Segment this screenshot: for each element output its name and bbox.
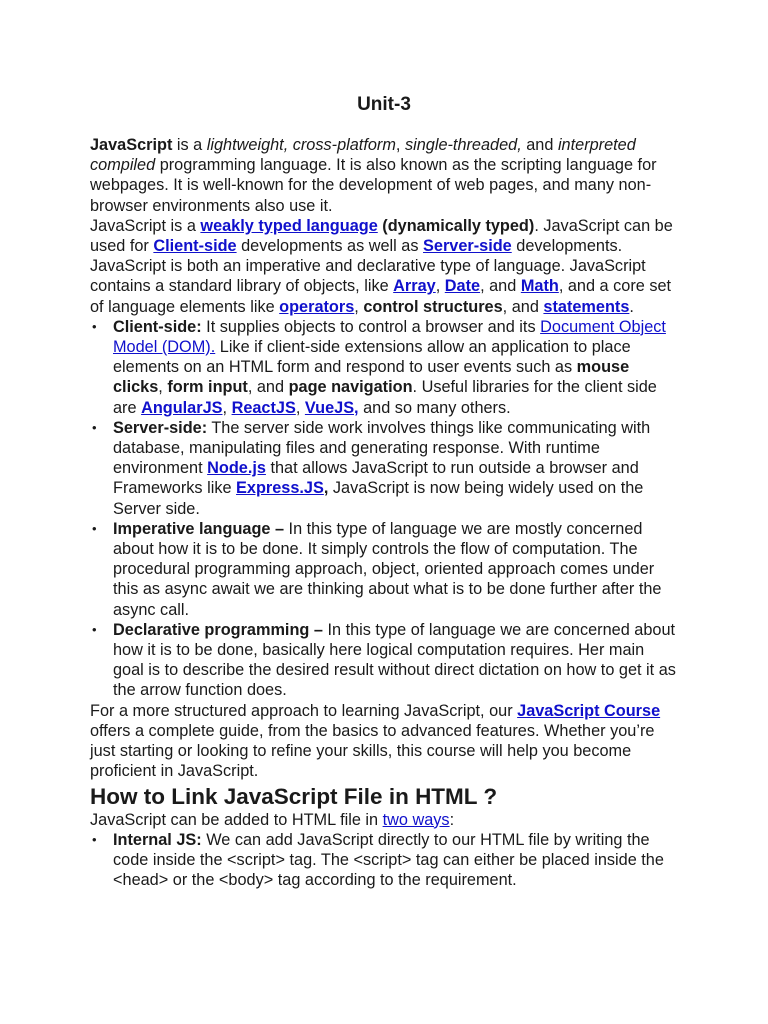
list-item-text: , [158,378,168,397]
paragraph-text: , [435,277,445,296]
mouse-clicks-bold: mouse clicks [113,358,630,397]
list-item-text: that allows JavaScript to run outside a browser and Frameworks like [113,459,639,498]
server-side-link[interactable]: Server-side [423,237,512,256]
paragraph-text: . JavaScript can be used for [90,216,673,256]
dom-link[interactable]: Document Object Model (DOM). [113,317,666,357]
paragraph-text: developments. JavaScript is both an imperative and declarative type of language. JavaScript contains a standard library of objects, like [90,237,646,296]
js-types-list [90,317,678,701]
intro-italic-interpreted: interpreted compiled [90,136,636,175]
client-side-link[interactable]: Client-side [153,237,237,256]
list-item-text: , [222,398,232,417]
date-link[interactable]: Date [444,277,481,296]
intro-text: , [395,136,405,154]
intro-text: and [521,136,558,154]
paragraph-text: JavaScript can be added to HTML file in [90,810,383,829]
list-item-imperative [113,519,678,620]
paragraph-text: , and [502,297,544,316]
page-title: Unit-3 [357,94,411,115]
list-item-text: , [295,398,305,417]
paragraph-text: developments as well as [236,237,424,256]
imperative-label: Imperative language – [113,519,285,538]
list-item-text: It supplies objects to control a browser and its [201,317,541,336]
paragraph-text: . [629,297,634,316]
list-item-text: In this type of language we are concerned about how it is to be done, basically here logical computation requires. Her main goal is to describe the desired result without direct dictation on how to get it as the arrow function does. [113,620,676,700]
list-item-text: , and [247,378,289,397]
vuejs-link[interactable]: VueJS, [304,398,359,417]
list-item-text: and so many others. [358,398,511,417]
paragraph-text: offers a complete guide, from the basics to advanced features. Whether you’re just starting or looking to refine your skills, this course will help you become proficient in JavaScript. [90,721,655,781]
expressjs-link[interactable]: Express.JS [236,479,324,498]
typing-paragraph [90,216,678,317]
two-ways-link[interactable]: two ways [382,810,450,829]
intro-bold-javascript: JavaScript [90,136,173,154]
server-side-label: Server-side: [113,418,208,437]
list-item-text: JavaScript is now being widely used on the Server side. [113,479,644,518]
list-item-text: . Useful libraries for the client side are [113,378,657,417]
internal-js-label: Internal JS: [113,830,202,849]
intro-paragraph [90,135,678,216]
angularjs-link[interactable]: AngularJS [141,398,223,417]
list-item-declarative [113,620,678,701]
statements-link[interactable]: statements [543,297,630,316]
intro-text: is a [172,136,207,154]
form-input-bold: form input [167,378,248,397]
array-link[interactable]: Array [393,277,436,296]
paragraph-text: , and a core set of language elements like [90,277,672,316]
list-item-server-side [113,418,678,519]
section-heading: How to Link JavaScript File in HTML ? [90,783,498,809]
list-item-client-side [113,317,678,418]
math-link[interactable]: Math [520,277,559,296]
weakly-typed-language-link[interactable]: weakly typed language [200,216,378,235]
operators-link[interactable]: operators [279,297,355,316]
paragraph-text: For a more structured approach to learning JavaScript, our [90,701,518,720]
intro-italic-lightweight: lightweight, cross-platform [206,136,396,154]
dynamically-typed-bold: (dynamically typed) [382,216,535,235]
intro-italic-single-threaded: single-threaded, [404,136,522,154]
control-structures-bold: control structures [363,297,503,316]
two-ways-paragraph [90,810,678,830]
reactjs-link[interactable]: ReactJS [231,398,296,417]
nodejs-link[interactable]: Node.js [207,459,266,478]
list-item-text: We can add JavaScript directly to our HTML file by writing the code inside the <script> tag. The <script> tag can either be placed inside the <head> or the <body> tag according to the requirement. [113,830,664,890]
course-paragraph [90,701,678,782]
list-item-internal-js [113,830,678,891]
list-item-text: In this type of language we are mostly concerned about how it is to be done. It simply controls the flow of computation. The procedural programming approach, object, oriented approach comes under this as async await we are thinking about what is to be done further after the async call. [113,519,662,619]
express-comma: , [323,479,329,498]
javascript-course-link[interactable]: JavaScript Course [517,701,661,720]
link-methods-list [90,830,678,891]
paragraph-text: JavaScript is a [90,216,201,235]
paragraph-text: , [354,297,364,316]
list-item-text: Like if client-side extensions allow an application to place elements on an HTML form and respond to user events such as [113,338,631,377]
paragraph-text: : [449,810,455,829]
page-navigation-bold: page navigation [288,378,413,397]
paragraph-text: , and [480,277,521,296]
intro-text: programming language. It is also known as the scripting language for webpages. It is well-known for the development of web pages, and many non-browser environments also use it. [90,156,657,215]
client-side-label: Client-side: [113,317,202,336]
list-item-text: The server side work involves things like communicating with database, manipulating files and generating response. With runtime environment [113,418,651,478]
declarative-label: Declarative programming – [113,620,323,639]
